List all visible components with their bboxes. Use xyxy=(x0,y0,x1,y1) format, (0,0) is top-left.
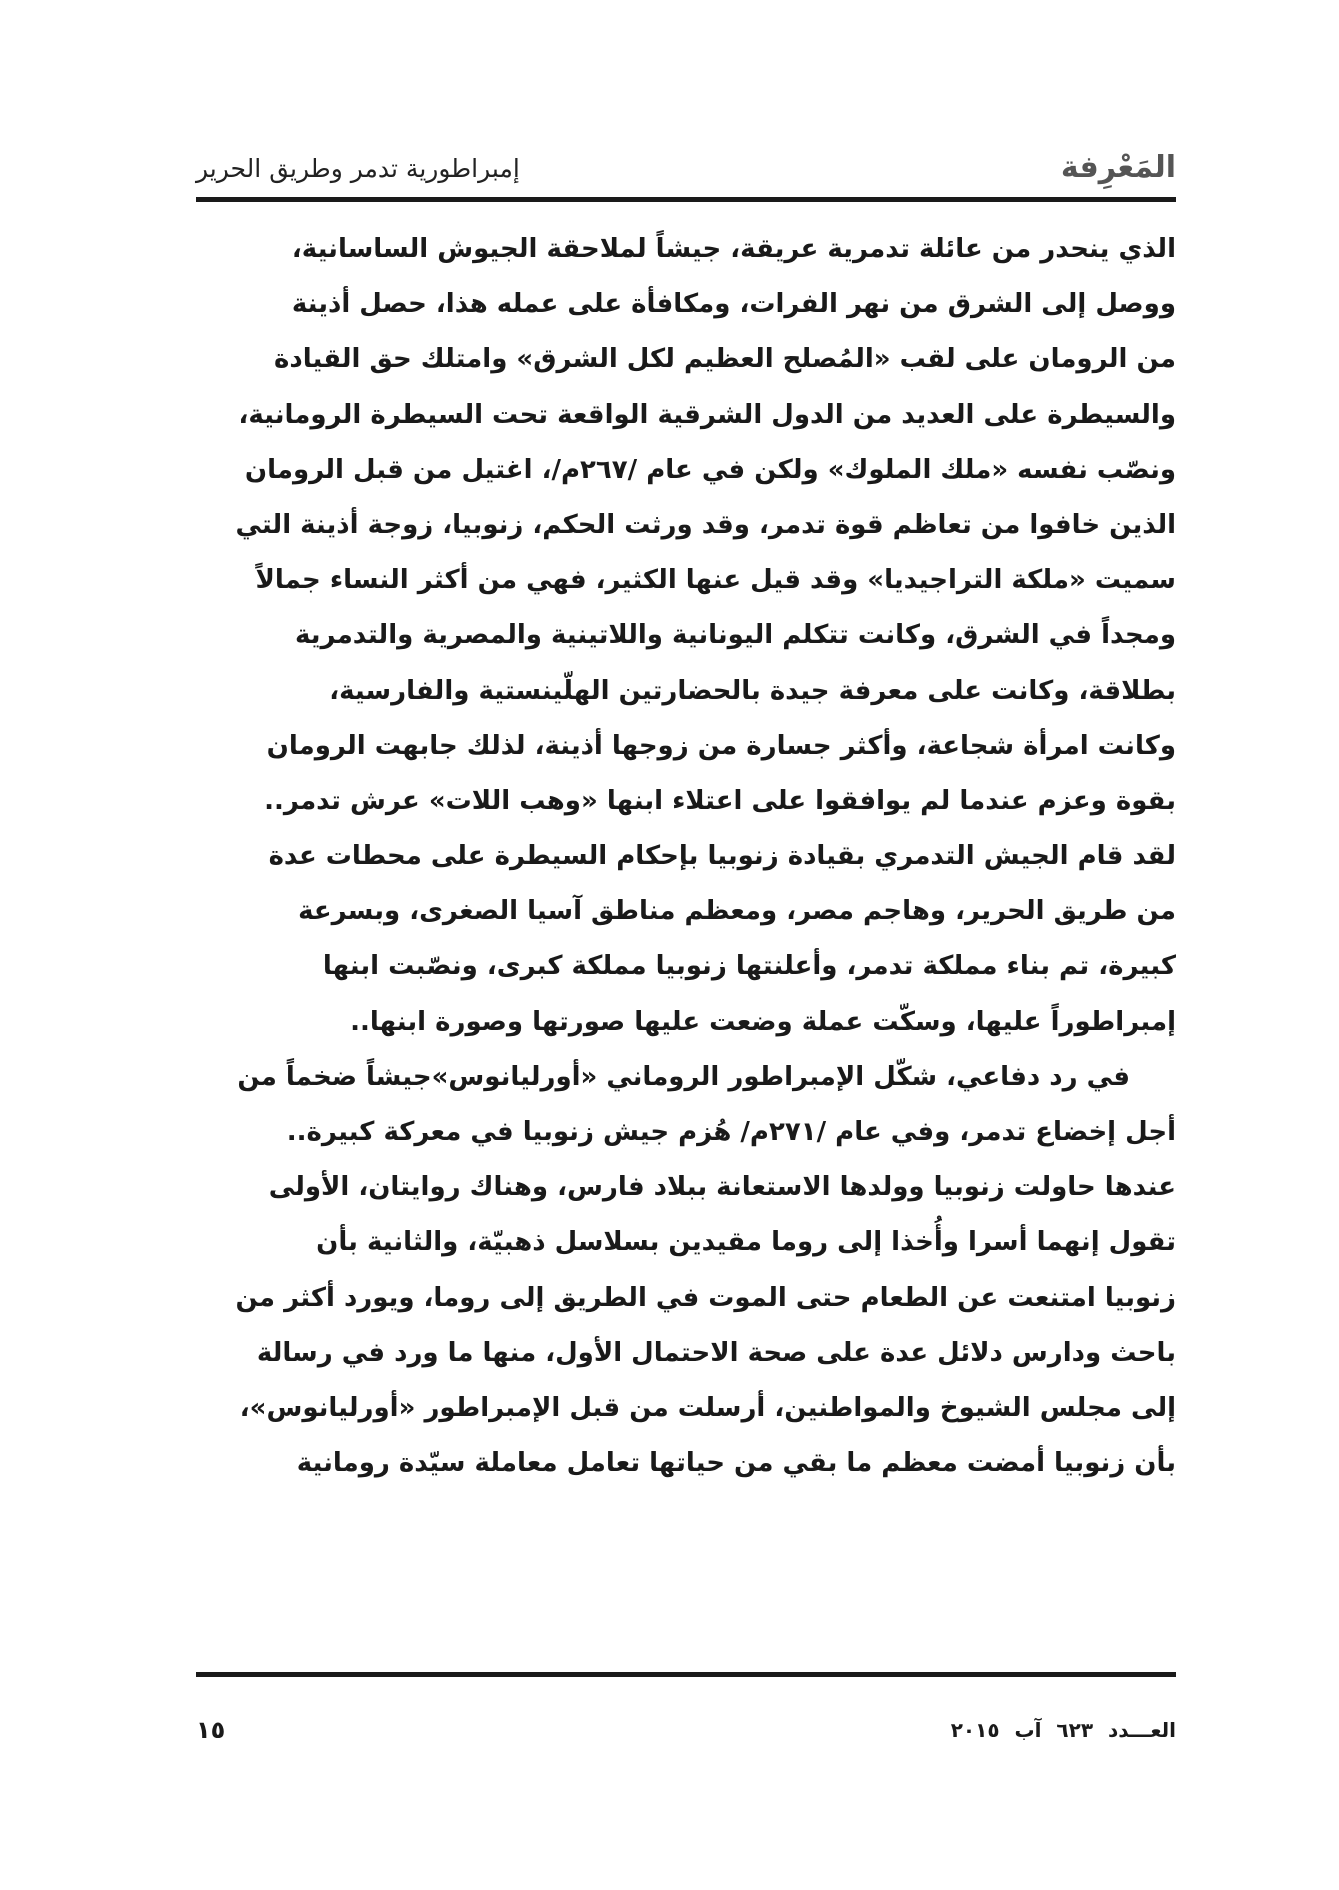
text-line: من طريق الحرير، وهاجم مصر، ومعظم مناطق آسيا الصغرى، وبسرعة xyxy=(298,896,1176,927)
issue-info: العـــدد ٦٢٣ آب ٢٠١٥ xyxy=(950,1718,1176,1742)
header-rule xyxy=(196,197,1176,202)
text-line: لقد قام الجيش التدمري بقيادة زنوبيا بإحكام السيطرة على محطات عدة xyxy=(268,841,1176,872)
footer-rule xyxy=(196,1672,1176,1677)
text-line: الذي ينحدر من عائلة تدمرية عريقة، جيشاً لملاحقة الجيوش الساسانية، xyxy=(291,234,1176,264)
text-line: وكانت امرأة شجاعة، وأكثر جسارة من زوجها أذينة، لذلك جابهت الرومان xyxy=(266,730,1176,761)
running-title: إمبراطورية تدمر وطريق الحرير xyxy=(196,154,520,183)
text-line: سميت «ملكة التراجيديا» وقد قيل عنها الكثير، فهي من أكثر النساء جمالاً xyxy=(255,565,1176,596)
text-line: من الرومان على لقب «المُصلح العظيم لكل الشرق» وامتلك حق القيادة xyxy=(274,344,1176,375)
paragraph-start-line: في رد دفاعي، شكّل الإمبراطور الروماني «أورليانوس»جيشاً ضخماً من xyxy=(237,1061,1130,1092)
page-header xyxy=(196,150,1176,194)
text-line: كبيرة، تم بناء مملكة تدمر، وأعلنتها زنوبيا مملكة كبرى، ونصّبت ابنها xyxy=(322,951,1176,982)
text-line: بأن زنوبيا أمضت معظم ما بقي من حياتها تعامل معاملة سيّدة رومانية xyxy=(296,1448,1176,1479)
text-line: إلى مجلس الشيوخ والمواطنين، أرسلت من قبل الإمبراطور «أورليانوس»، xyxy=(239,1392,1176,1423)
text-line: أجل إخضاع تدمر، وفي عام /٢٧١م/ هُزم جيش زنوبيا في معركة كبيرة.. xyxy=(286,1117,1176,1147)
text-line: إمبراطوراً عليها، وسكّت عملة وضعت عليها صورتها وصورة ابنها.. xyxy=(350,1006,1176,1037)
text-line: ووصل إلى الشرق من نهر الفرات، ومكافأة على عمله هذا، حصل أذينة xyxy=(291,289,1176,320)
text-line: ونصّب نفسه «ملك الملوك» ولكن في عام /٢٦٧م/، اغتيل من قبل الرومان xyxy=(244,454,1176,485)
text-line: بقوة وعزم عندما لم يوافقوا على اعتلاء ابنها «وهب اللات» عرش تدمر.. xyxy=(264,785,1176,816)
article-body xyxy=(196,222,1176,1491)
text-line: ومجداً في الشرق، وكانت تتكلم اليونانية واللاتينية والمصرية والتدمرية xyxy=(295,620,1176,651)
text-line: باحث ودارس دلائل عدة على صحة الاحتمال الأول، منها ما ورد في رسالة xyxy=(256,1337,1176,1368)
text-line: عندها حاولت زنوبيا وولدها الاستعانة ببلاد فارس، وهناك روايتان، الأولى xyxy=(268,1172,1176,1203)
page-number: ١٥ xyxy=(196,1716,226,1744)
text-line: الذين خافوا من تعاظم قوة تدمر، وقد ورثت الحكم، زنوبيا، زوجة أذينة التي xyxy=(235,509,1176,540)
text-line: والسيطرة على العديد من الدول الشرقية الواقعة تحت السيطرة الرومانية، xyxy=(238,399,1176,430)
text-line: تقول إنهما أسرا وأُخذا إلى روما مقيدين بسلاسل ذهبيّة، والثانية بأن xyxy=(316,1227,1176,1258)
text-line: زنوبيا امتنعت عن الطعام حتى الموت في الطريق إلى روما، ويورد أكثر من xyxy=(235,1282,1176,1313)
magazine-logo: المَعْرِفة xyxy=(1060,150,1176,185)
text-line: بطلاقة، وكانت على معرفة جيدة بالحضارتين الهلّينستية والفارسية، xyxy=(329,675,1176,706)
page-footer xyxy=(196,1716,1176,1756)
